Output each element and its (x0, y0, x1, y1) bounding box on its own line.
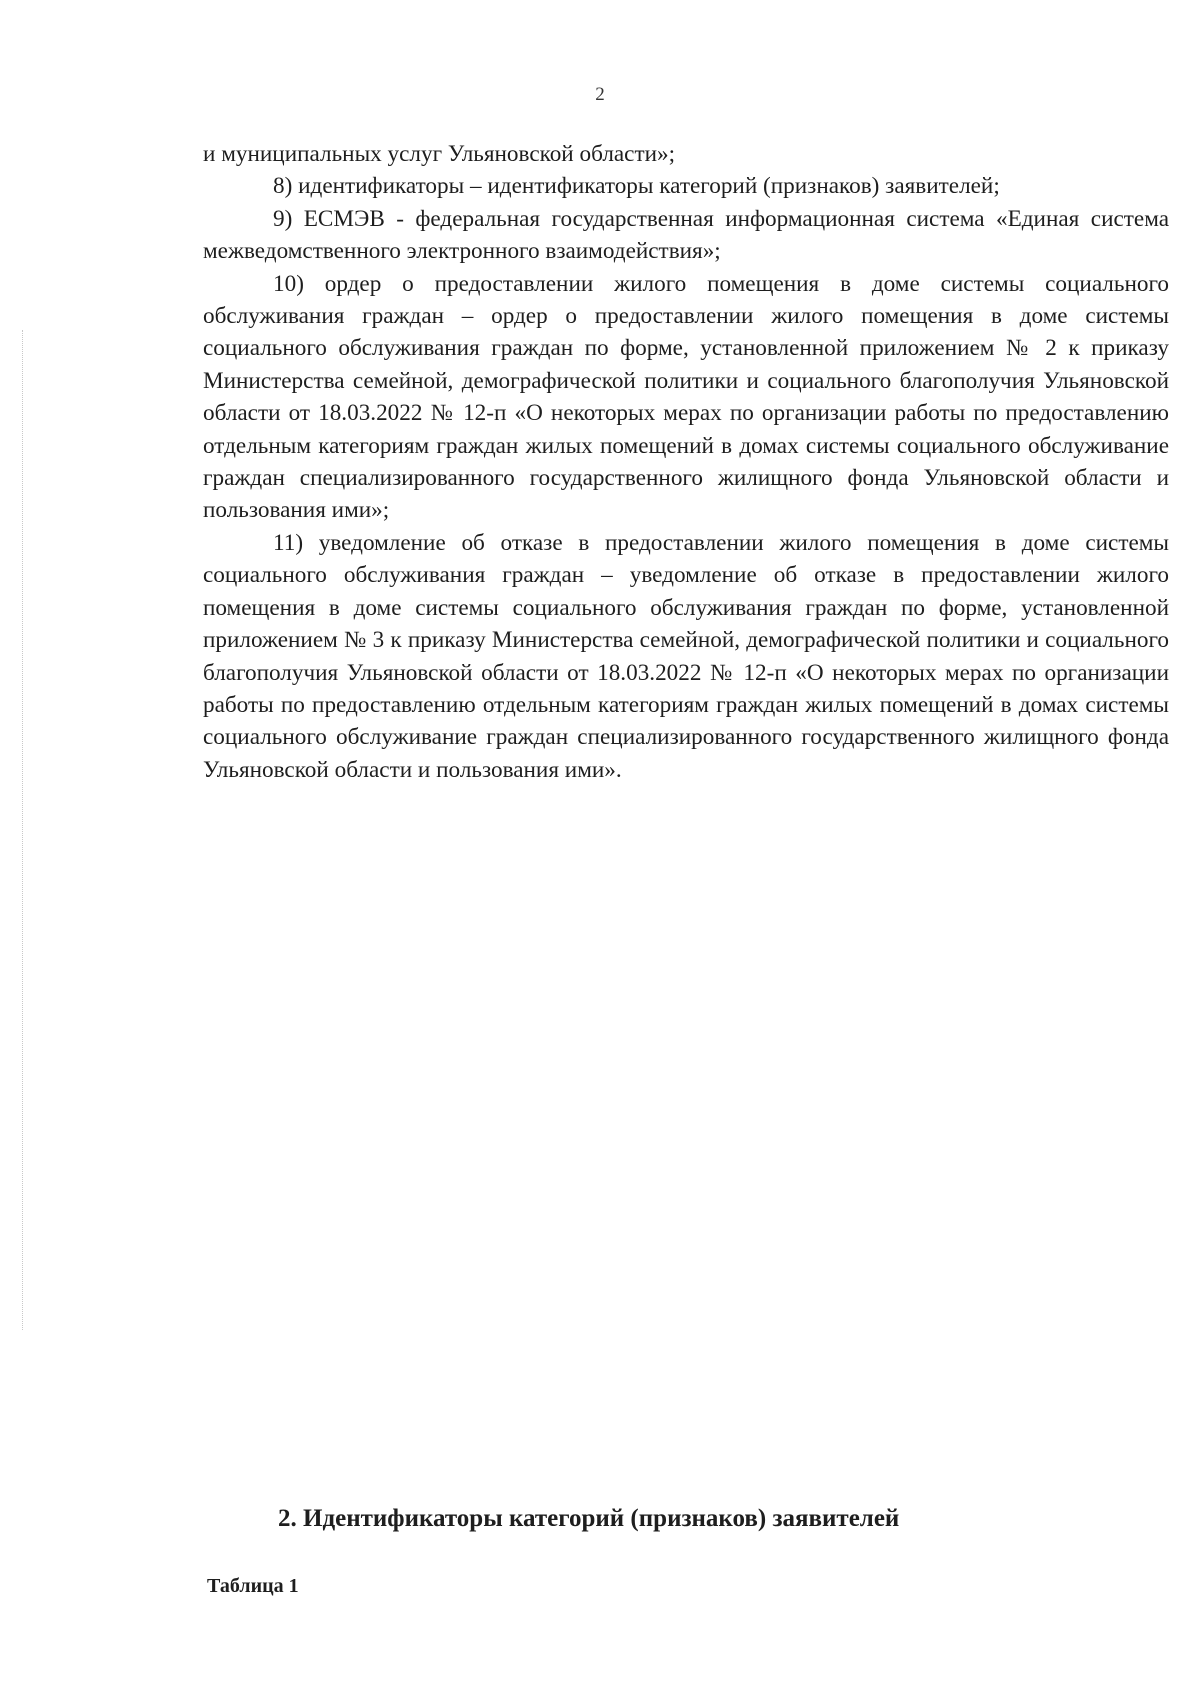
paragraph-item-10: 10) ордер о предоставлении жилого помещения в доме системы социального обслуживания граждан – ордер о предоставлении жилого помещения в доме системы социального обслуживания граждан по форме, установленной приложением № 2 к приказу Министерства семейной, демографической политики и социального благополучия Ульяновской области от 18.03.2022 № 12-п «О некоторых мерах по организации работы по предоставлению отдельным категориям граждан жилых помещений в домах системы социального обслуживание граждан специализированного государственного жилищного фонда Ульяновской области и пользования ими»; (203, 270, 1169, 524)
page-number: 2 (595, 84, 605, 105)
body-text (203, 138, 1169, 786)
paragraph-item-11: 11) уведомление об отказе в предоставлении жилого помещения в доме системы социального обслуживания граждан – уведомление об отказе в предоставлении жилого помещения в доме системы социального обслуживания граждан по форме, установленной приложением № 3 к приказу Министерства семейной, демографической политики и социального благополучия Ульяновской области от 18.03.2022 № 12-п «О некоторых мерах по организации работы по предоставлению отдельным категориям граждан жилых помещений в домах системы социального обслуживание граждан специализированного государственного жилищного фонда Ульяновской области и пользования ими». (203, 529, 1169, 783)
table-caption: Таблица 1 (207, 1575, 299, 1597)
scan-edge-dots (22, 330, 25, 1330)
paragraph-item-8: 8) идентификаторы – идентификаторы категорий (признаков) заявителей; (273, 173, 1000, 200)
paragraph-item-9: 9) ЕСМЭВ - федеральная государственная информационная система «Единая система межведомственного электронного взаимодействия»; (203, 205, 1169, 265)
section-heading: 2. Идентификаторы категорий (признаков) заявителей (278, 1505, 900, 1532)
paragraph-continuation: и муниципальных услуг Ульяновской области»; (203, 141, 676, 167)
